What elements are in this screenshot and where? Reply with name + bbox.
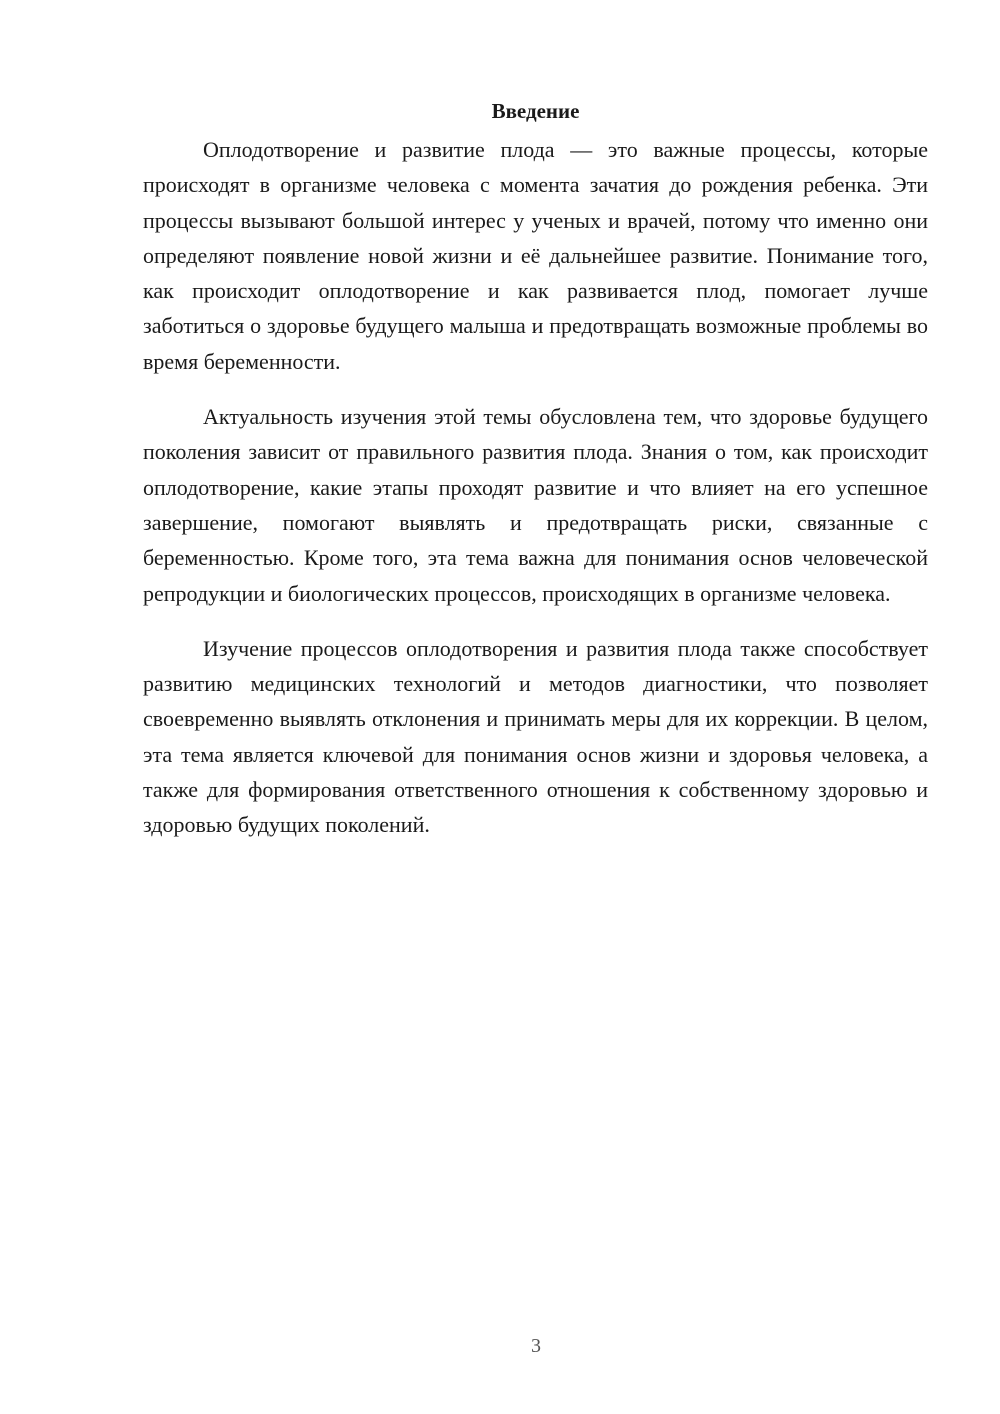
page-number: 3 [531,1335,541,1357]
page-content [143,96,928,863]
section-title: Введение [491,99,580,123]
paragraph-1: Оплодотворение и развитие плода — это важные процессы, которые происходят в организме человека с момента зачатия до рождения ребенка. Эти процессы вызывают большой интерес у ученых и врачей, потому что именно они определяют появление новой жизни и её дальнейшее развитие. Понимание того, как происходит оплодотворение и как развивается плод, помогает лучше заботиться о здоровье будущего малыша и предотвращать возможные проблемы во время беременности. [143,137,928,374]
paragraph-2: Актуальность изучения этой темы обусловлена тем, что здоровье будущего поколения зависит от правильного развития плода. Знания о том, как происходит оплодотворение, какие этапы проходят развитие и что влияет на его успешное завершение, помогают выявлять и предотвращать риски, связанные с беременностью. Кроме того, эта тема важна для понимания основ человеческой репродукции и биологических процессов, происходящих в организме человека. [143,404,928,606]
paragraph-3: Изучение процессов оплодотворения и развития плода также способствует развитию медицинских технологий и методов диагностики, что позволяет своевременно выявлять отклонения и принимать меры для их коррекции. В целом, эта тема является ключевой для понимания основ жизни и здоровья человека, а также для формирования ответственного отношения к собственному здоровью и здоровью будущих поколений. [143,635,928,838]
